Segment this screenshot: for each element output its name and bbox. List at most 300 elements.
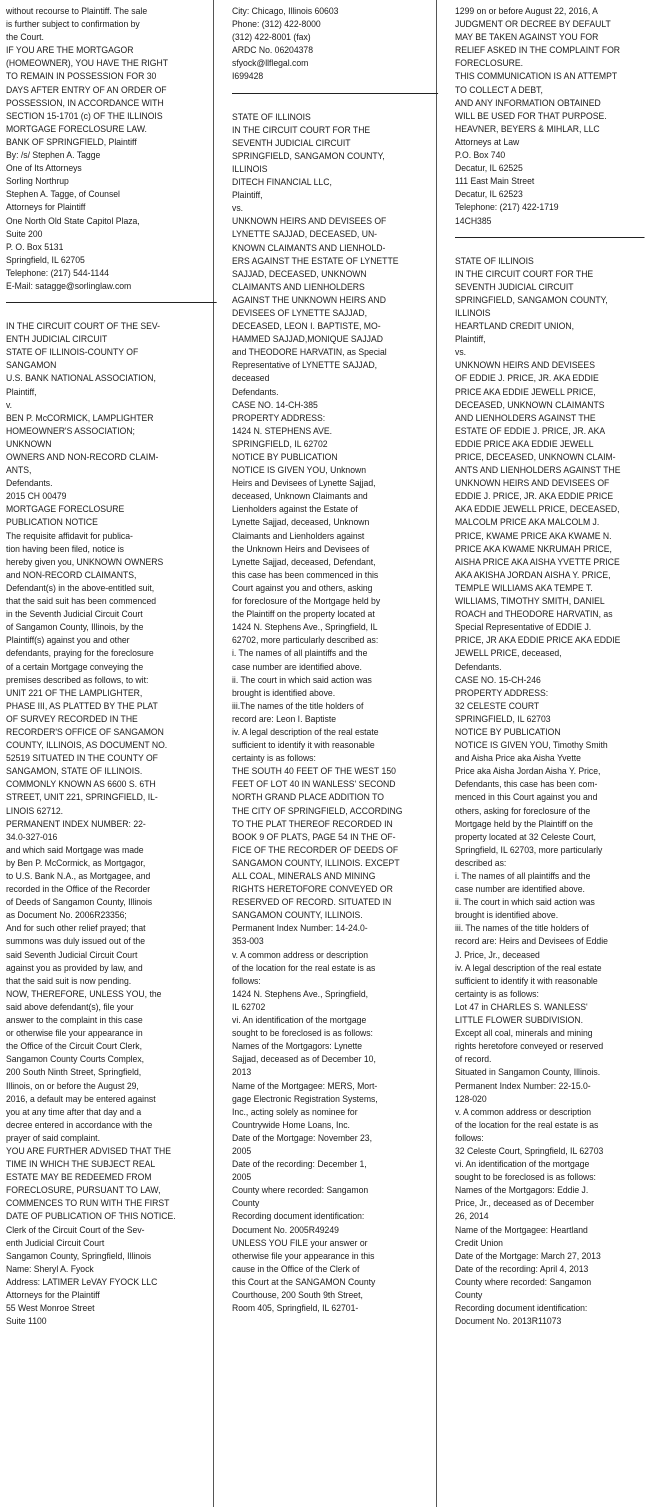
notice-text-line: v. A common address or description [455,1105,591,1117]
notice-text-line: Claimants and Lienholders against [232,529,365,541]
notice-text-line: SANGAMON COUNTY, ILLINOIS. EXCEPT [232,856,400,868]
notice-text-line: ENTH JUDICIAL CIRCUIT [6,333,108,345]
notice-text-line: ERS AGAINST THE ESTATE OF LYNETTE [232,254,399,266]
notice-text-line: COUNTY, ILLINOIS, AS DOCUMENT NO. [6,739,168,751]
notice-text-line: OWNERS AND NON-RECORD CLAIM- [6,451,159,462]
notice-text-line: or otherwise file your appearance in [6,1027,143,1039]
notice-text-line: rights heretofore conveyed or reserved [455,1040,604,1052]
notice-text-line: the Unknown Heirs and Devisees of [232,542,370,554]
notice-text-line: AKA EDDIE JEWELL PRICE, DECEASED, [455,503,620,515]
notice-text-line: sought to be foreclosed is as follows: [232,1027,373,1039]
notice-text-line: Phone: (312) 422-8000 [232,18,321,30]
notice-text-line: Defendants, this case has been com- [455,778,598,790]
notice-text-line: CASE NO. 14-CH-385 [232,398,318,410]
notice-text-line: SPRINGFIELD, IL 62703 [455,712,551,724]
notice-text-line: 1299 on or before August 22, 2016, A [455,5,598,16]
notice-text-line: ii. The court in which said action was [232,673,372,685]
notice-text-line: CLAIMANTS AND LIENHOLDERS [232,280,365,292]
notice-text-line: said above defendant(s), file your [6,1000,134,1012]
notice-text-line: deceased [232,372,270,384]
notice-text-line: ILLINOIS [232,162,268,174]
notice-text-line: recorded in the Office of the Recorder [6,883,151,895]
notice-text-line: TO REMAIN IN POSSESSION FOR 30 [6,70,157,82]
notice-text-line: vi. An identification of the mortgage [232,1014,367,1026]
notice-text-line: IL 62702 [232,1000,266,1012]
notice-text-line: AISHA PRICE AKA AISHA YVETTE PRICE [455,555,620,567]
notice-text-line: OF SURVEY RECORDED IN THE [6,712,138,724]
notice-text-line: Address: LATIMER LeVAY FYOCK LLC [6,1275,158,1287]
notice-text-line: sought to be foreclosed is as follows: [455,1171,596,1183]
notice-text-line: NOTICE IS GIVEN YOU, Timothy Smith [455,739,608,751]
notice-text-line: property located at 32 Celeste Court, [455,830,596,842]
notice-text-line: certainty is as follows: [455,987,539,999]
notice-text-line: COMMENCES TO RUN WITH THE FIRST [6,1197,170,1209]
notice-text-line: hereby given you, UNKNOWN OWNERS [6,555,164,567]
notice-text-line: P.O. Box 740 [455,149,506,161]
notice-text-line: of a certain Mortgage conveying the [6,660,144,672]
notice-text-line: Plaintiff, [6,385,37,397]
notice-text-line: THIS COMMUNICATION IS AN ATTEMPT [455,70,618,82]
notice-text-line: 34.0-327-016 [6,830,58,842]
notice-text-line: iv. A legal description of the real estate [455,961,602,973]
notice-text-line: 2013 [232,1066,252,1078]
notice-text-line: TEMPLE WILLIAMS AKA TEMPE T. [455,581,593,593]
notice-text-line: 62702, more particularly described as: [232,634,379,646]
notice-text-line: Courthouse, 200 South 9th Street, [232,1289,363,1300]
notice-text-line: Sajjad, deceased as of December 10, [232,1053,376,1065]
notice-text-line: 128-020 [455,1092,487,1104]
notice-text-line: case number are identified above. [232,660,362,672]
notice-text-line: Defendant(s) in the above-entitled suit, [6,581,155,593]
notice-text-line: UNIT 221 OF THE LAMPLIGHTER, [6,686,143,698]
notice-text-line: KNOWN CLAIMANTS AND LIENHOLD- [232,241,386,253]
notice-text-line: Name: Sheryl A. Fyock [6,1262,94,1274]
notice-text-line: iv. A legal description of the real estate [232,725,379,737]
notice-text-line: SPRINGFIELD, IL 62702 [232,437,328,449]
notice-text-line: Suite 200 [6,227,43,239]
notice-text-line: THE CITY OF SPRINGFIELD, ACCORDING [232,804,403,816]
text-column-2 [232,4,438,1314]
notice-text-line: (HOMEOWNER), YOU HAVE THE RIGHT [6,57,168,69]
notice-text-line: AKA AKISHA JORDAN AISHA Y. PRICE, [455,568,611,580]
notice-text-line: you at any time after that day and a [6,1105,142,1117]
notice-text-line: PRICE AKA EDDIE JEWELL PRICE, [455,385,596,397]
notice-text-line: without recourse to Plaintiff. The sale [6,5,148,16]
notice-text-line: 111 East Main Street [455,175,535,187]
notice-text-line: SPRINGFIELD, SANGAMON COUNTY, [232,149,385,161]
notice-text-line: certainty is as follows: [232,752,316,764]
notice-text-line: the Office of the Circuit Court Clerk, [6,1040,142,1052]
notice-text-line: 52519 SITUATED IN THE COUNTY OF [6,752,158,764]
notice-text-line: PRICE AKA KWAME NKRUMAH PRICE, [455,542,612,554]
notice-text-line: Defendants. [455,660,502,672]
notice-text-line: Names of the Mortgagors: Eddie J. [455,1184,589,1196]
notice-text-line: Suite 1100 [6,1315,47,1327]
notice-text-line: iii.The names of the title holders of [232,699,364,711]
notice-text-line: UNKNOWN [6,437,52,449]
notice-text-line: is further subject to confirmation by [6,18,140,30]
notice-text-line: Special Representative of EDDIE J. [455,621,592,633]
notice-text-line: premises described as follows, to wit: [6,673,149,685]
notice-text-line: ARDC No. 06204378 [232,44,314,56]
notice-text-line: Springfield, IL 62703, more particularly [455,843,603,855]
notice-text-line: ILLINOIS [455,306,491,318]
notice-text-line: AND LIENHOLDERS AGAINST THE [455,411,596,423]
notice-text-line: record are: Heirs and Devisees of Eddie [455,935,608,947]
notice-text-line: Lot 47 in CHARLES S. WANLESS' [455,1000,588,1012]
notice-text-line: of the location for the real estate is as [455,1118,599,1130]
notice-text-line: FORECLOSURE. [455,57,524,69]
notice-text-line: DAYS AFTER ENTRY OF AN ORDER OF [6,83,167,95]
notice-text-line: LYNETTE SAJJAD, DECEASED, UN- [232,228,378,240]
notice-text-line: THE SOUTH 40 FEET OF THE WEST 150 [232,765,396,777]
notice-text-line: Permanent Index Number: 14-24.0- [232,922,368,934]
notice-text-line: Decatur, IL 62525 [455,162,523,174]
notice-text-line: SAJJAD, DECEASED, UNKNOWN [232,267,367,279]
notice-text-line: SANGAMON COUNTY, ILLINOIS. [232,909,363,921]
notice-text-line: 2005 [232,1171,252,1183]
notice-text-line: and which said Mortgage was made [6,843,144,855]
notice-text-line: deceased, Unknown Claimants and [232,490,368,502]
notice-text-line: E-Mail: satagge@sorlinglaw.com [6,279,132,291]
notice-text-line: enth Judicial Circuit Court [6,1236,105,1248]
notice-text-line: to U.S. Bank N.A., as Mortgagee, and [6,870,151,881]
notice-text-line: NOTICE BY PUBLICATION [455,725,561,737]
notice-text-line: County where recorded: Sangamon [232,1184,369,1196]
notice-text-line: Telephone: (217) 422-1719 [455,201,559,213]
notice-text-line: STREET, UNIT 221, SPRINGFIELD, IL- [6,791,158,803]
notice-text-line: Recording document identification: [232,1210,365,1222]
notice-text-line: described as: [455,856,507,868]
notice-text-line: By: /s/ Stephen A. Tagge [6,149,101,161]
notice-text-line: the Court. [6,31,44,43]
notice-text-line: JUDGMENT OR DECREE BY DEFAULT [455,18,611,30]
notice-text-line: BOOK 9 OF PLATS, PAGE 54 IN THE OF- [232,830,396,842]
notice-text-line: vi. An identification of the mortgage [455,1158,590,1170]
notice-text-line: follows: [232,974,261,986]
notice-text-line: Decatur, IL 62523 [455,188,523,200]
notice-text-line: Attorneys for Plaintiff [6,201,86,213]
notice-text-line: Name of the Mortgagee: MERS, Mort- [232,1079,378,1091]
notice-text-line: CASE NO. 15-CH-246 [455,673,541,685]
notice-text-line: UNKNOWN HEIRS AND DEVISEES OF [455,477,610,489]
notice-text-line: defendants, praying for the foreclosure [6,647,154,659]
notice-text-line: YOU ARE FURTHER ADVISED THAT THE [6,1144,172,1156]
notice-text-line: of Sangamon County, Illinois, by the [6,621,144,633]
notice-text-line: Names of the Mortgagors: Lynette [232,1040,363,1052]
notice-text-line: Lienholders against the Estate of [232,503,358,515]
notice-text-line: P. O. Box 5131 [6,240,64,252]
notice-text-line: Price aka Aisha Jordan Aisha Y. Price, [455,765,601,777]
notice-text-line: Sorling Northrup [6,175,69,187]
notice-text-line: RECORDER'S OFFICE OF SANGAMON [6,725,164,737]
notice-text-line: The requisite affidavit for publica- [6,529,133,541]
notice-text-line: ALL COAL, MINERALS AND MINING [232,870,376,881]
notice-text-line: FICE OF THE RECORDER OF DEEDS OF [232,843,399,855]
notice-text-line: v. A common address or description [232,948,368,960]
notice-text-line: Credit Union [455,1236,503,1248]
notice-text-line: that the said suit has been commenced [6,595,157,607]
notice-text-line: UNKNOWN HEIRS AND DEVISEES [455,359,595,371]
notice-text-line: I699428 [232,70,264,82]
notice-text-line: vs. [455,346,467,358]
notice-text-line: 353-003 [232,935,264,947]
notice-text-line: this case has been commenced in this [232,568,379,580]
notice-text-line: STATE OF ILLINOIS [455,254,534,266]
notice-text-line: otherwise file your appearance in this [232,1249,375,1261]
notice-text-line: Plaintiff, [455,333,486,345]
notice-text-line: TO COLLECT A DEBT, [455,83,543,95]
notice-text-line: One of Its Attorneys [6,162,82,174]
notice-text-line: UNKNOWN HEIRS AND DEVISEES OF [232,215,387,227]
notice-text-line: HOMEOWNER'S ASSOCIATION; [6,424,135,436]
notice-text-line: STATE OF ILLINOIS-COUNTY OF [6,346,139,358]
notice-text-line: answer to the complaint in this case [6,1014,143,1026]
notice-text-line: 1424 N. Stephens Ave., Springfield, [232,987,369,999]
notice-text-line: And for such other relief prayed; that [6,922,146,934]
notice-text-line: DECEASED, LEON I. BAPTISTE, MO- [232,320,381,332]
notice-text-line: DITECH FINANCIAL LLC, [232,176,332,188]
notice-text-line: One North Old State Capitol Plaza, [6,214,140,226]
notice-text-line: sufficient to identify it with reasonable [232,739,375,751]
notice-text-line: POSSESSION, IN ACCORDANCE WITH [6,96,164,108]
notice-text-line: IN THE CIRCUIT COURT FOR THE [232,123,371,135]
notice-text-line: of the location for the real estate is as [232,961,376,973]
notice-text-line: SPRINGFIELD, SANGAMON COUNTY, [455,293,608,305]
notice-text-line: Illinois, on or before the August 29, [6,1079,139,1091]
notice-text-line: i. The names of all plaintiffs and the [455,870,591,881]
notice-text-line: 1424 N. Stephens Ave., Springfield, IL [232,621,378,633]
notice-text-line: Date of the recording: December 1, [232,1158,367,1170]
notice-text-line: IN THE CIRCUIT COURT FOR THE [455,267,594,279]
notice-text-line: the Plaintiff on the property located at [232,608,375,620]
notice-text-line: Permanent Index Number: 22-15.0- [455,1079,591,1091]
notice-text-line: Sangamon County Courts Complex, [6,1053,145,1065]
notice-text-line: LITTLE FLOWER SUBDIVISION. [455,1014,583,1026]
notice-text-line: EDDIE J. PRICE, JR. AKA EDDIE PRICE [455,490,614,502]
notice-text-line: 32 CELESTE COURT [455,699,540,711]
notice-text-line: RIGHTS HERETOFORE CONVEYED OR [232,883,393,895]
notice-text-line: HEAVNER, BEYERS & MIHLAR, LLC [455,122,600,134]
notice-text-line: DECEASED, UNKNOWN CLAIMANTS [455,398,605,410]
notice-text-line: Attorneys for the Plaintiff [6,1289,100,1300]
notice-text-line: ANTS, [6,464,32,476]
notice-text-line: BEN P. McCORMICK, LAMPLIGHTER [6,411,154,423]
notice-text-line: County [455,1289,483,1300]
notice-text-line: record are: Leon I. Baptiste [232,712,337,724]
text-column-3 [455,4,645,1327]
notice-separator-rule [6,302,217,303]
notice-text-line: PERMANENT INDEX NUMBER: 22- [6,817,146,829]
notice-text-line: others, asking for foreclosure of the [455,804,591,816]
notice-text-line: Inc., acting solely as nominee for [232,1105,358,1117]
notice-text-line: OF EDDIE J. PRICE, JR. AKA EDDIE [455,372,599,384]
notice-text-line: NORTH GRAND PLACE ADDITION TO [232,791,384,803]
notice-text-line: 200 South Ninth Street, Springfield, [6,1066,142,1078]
notice-text-line: MORTGAGE FORECLOSURE LAW. [6,122,147,134]
notice-text-line: LINOIS 62712. [6,804,64,816]
notice-text-line: COMMONLY KNOWN AS 6600 S. 6TH [6,778,156,790]
notice-text-line: follows: [455,1131,484,1143]
notice-text-line: NOW, THEREFORE, UNLESS YOU, the [6,987,162,999]
notice-text-line: Representative of LYNETTE SAJJAD, [232,359,378,371]
notice-text-line: Heirs and Devisees of Lynette Sajjad, [232,477,376,489]
notice-text-line: Springfield, IL 62705 [6,253,85,265]
notice-text-line: PRICE, JR AKA EDDIE PRICE AKA EDDIE [455,634,621,646]
notice-text-line: Sangamon County, Springfield, Illinois [6,1249,152,1261]
notice-text-line: Telephone: (217) 544-1144 [6,266,109,278]
notice-text-line: Lynette Sajjad, deceased, Unknown [232,516,370,528]
notice-text-line: Price, Jr., deceased as of December [455,1197,595,1209]
notice-text-line: MAY BE TAKEN AGAINST YOU FOR [455,31,599,43]
notice-text-line: this Court at the SANGAMON County [232,1275,376,1287]
notice-text-line: menced in this Court against you and [455,791,598,803]
notice-text-line: v. [6,398,13,410]
notice-text-line: RESERVED OF RECORD. SITUATED IN [232,896,392,908]
notice-text-line: gage Electronic Registration Systems, [232,1092,378,1104]
notice-text-line: for foreclosure of the Mortgage held by [232,595,381,607]
notice-text-line: BANK OF SPRINGFIELD, Plaintiff [6,135,137,147]
notice-text-line: and Aisha Price aka Aisha Yvette [455,752,581,764]
notice-text-line: PRICE, KWAME PRICE AKA KWAME N. [455,529,612,541]
notice-text-line: Except all coal, minerals and mining [455,1027,593,1039]
notice-text-line: 32 Celeste Court, Springfield, IL 62703 [455,1144,604,1156]
notice-text-line: WILL BE USED FOR THAT PURPOSE. [455,109,607,121]
notice-text-line: Document No. 2005R49249 [232,1223,339,1235]
notice-text-line: AGAINST THE UNKNOWN HEIRS AND [232,293,386,305]
notice-text-line: Stephen A. Tagge, of Counsel [6,188,120,200]
notice-text-line: summons was duly issued out of the [6,935,146,947]
notice-text-line: Name of the Mortgagee: Heartland [455,1223,588,1235]
notice-text-line: J. Price, Jr., deceased [455,948,540,960]
notice-text-line: NOTICE BY PUBLICATION [232,451,338,462]
notice-text-line: Date of the recording: April 4, 2013 [455,1262,589,1274]
notice-text-line: Recording document identification: [455,1302,588,1314]
notice-text-line: case number are identified above. [455,883,585,895]
notice-text-line: Document No. 2013R11073 [455,1315,562,1327]
notice-text-line: Clerk of the Circuit Court of the Sev- [6,1223,145,1235]
notice-text-line: Plaintiff, [232,189,263,201]
notice-text-line: HEARTLAND CREDIT UNION, [455,320,575,332]
notice-text-line: against you as provided by law, and [6,961,143,973]
notice-text-line: PROPERTY ADDRESS: [232,411,326,423]
notice-text-line: PHASE III, AS PLATTED BY THE PLAT [6,699,158,711]
notice-text-line: STATE OF ILLINOIS [232,110,311,122]
notice-text-line: MORTGAGE FORECLOSURE [6,503,125,515]
notice-text-line: Lynette Sajjad, deceased, Defendant, [232,555,376,567]
notice-text-line: SEVENTH JUDICIAL CIRCUIT [232,136,351,148]
notice-text-line: SEVENTH JUDICIAL CIRCUIT [455,280,574,292]
notice-text-line: PROPERTY ADDRESS: [455,686,549,698]
notice-text-line: brought is identified above. [232,686,336,698]
notice-separator-rule [232,93,438,94]
notice-text-line: County [232,1197,260,1209]
notice-text-line: UNLESS YOU FILE your answer or [232,1236,368,1248]
notice-text-line: Date of the Mortgage: November 23, [232,1131,372,1143]
notice-text-line: DATE OF PUBLICATION OF THIS NOTICE. [6,1210,176,1222]
notice-text-line: ANTS AND LIENHOLDERS AGAINST THE [455,464,621,476]
notice-text-line: IF YOU ARE THE MORTGAGOR [6,44,134,56]
notice-text-line: of Deeds of Sangamon County, Illinois [6,896,153,908]
notice-text-line: 14CH385 [455,214,492,226]
notice-text-line: DEVISEES OF LYNETTE SAJJAD, [232,306,368,318]
notice-text-line: Date of the Mortgage: March 27, 2013 [455,1249,601,1261]
notice-text-line: by Ben P. McCormick, as Mortgagor, [6,856,146,868]
notice-text-line: 26, 2014 [455,1210,489,1222]
notice-text-line: FORECLOSURE, PURSUANT TO LAW, [6,1184,161,1196]
notice-text-line: TO THE PLAT THEREOF RECORDED IN [232,817,393,829]
notice-text-line: i. The names of all plaintiffs and the [232,647,368,659]
notice-text-line: ESTATE OF EDDIE J. PRICE, JR. AKA [455,424,606,436]
notice-text-line: said Seventh Judicial Circuit Court [6,948,138,960]
notice-text-line: sfyock@llflegal.com [232,57,309,69]
notice-text-line: 55 West Monroe Street [6,1302,95,1314]
notice-text-line: SECTION 15-1701 (c) OF THE ILLINOIS [6,109,163,121]
notice-text-line: that the said suit is now pending. [6,974,132,986]
notice-text-line: ROACH and THEODORE HARVATIN, as [455,608,613,620]
notice-text-line: and NON-RECORD CLAIMANTS, [6,568,137,580]
notice-text-line: SANGAMON, STATE OF ILLINOIS. [6,765,143,777]
notice-text-line: 1424 N. STEPHENS AVE. [232,424,333,436]
notice-text-line: PRICE, DECEASED, UNKNOWN CLAIM- [455,451,616,462]
notice-text-line: RELIEF ASKED IN THE COMPLAINT FOR [455,44,621,56]
notice-text-line: iii. The names of the title holders of [455,922,589,934]
notice-text-line: U.S. BANK NATIONAL ASSOCIATION, [6,372,156,384]
notice-text-line: FEET OF LOT 40 IN WANLESS' SECOND [232,778,396,790]
notice-text-line: as Document No. 2006R23356; [6,909,127,921]
notice-text-line: AND ANY INFORMATION OBTAINED [455,96,601,108]
notice-text-line: Situated in Sangamon County, Illinois. [455,1066,601,1078]
notice-text-line: of record. [455,1053,492,1065]
notice-text-line: JEWELL PRICE, deceased, [455,647,562,659]
notice-text-line: Mortgage held by the Plaintiff on the [455,817,593,829]
notice-text-line: City: Chicago, Illinois 60603 [232,5,339,16]
notice-text-line: in the Seventh Judicial Circuit Court [6,608,143,620]
notice-text-line: (312) 422-8001 (fax) [232,31,311,43]
notice-text-line: TIME IN WHICH THE SUBJECT REAL [6,1158,156,1170]
notice-text-line: SANGAMON [6,359,57,371]
notice-text-line: sufficient to identify it with reasonable [455,974,598,986]
notice-text-line: and THEODORE HARVATIN, as Special [232,346,387,358]
notice-text-line: Countrywide Home Loans, Inc. [232,1118,350,1130]
notice-text-line: Room 405, Springfield, IL 62701- [232,1302,359,1314]
notice-text-line: 2005 [232,1144,252,1156]
notice-text-line: PUBLICATION NOTICE [6,516,98,528]
notice-text-line: ESTATE MAY BE REDEEMED FROM [6,1171,152,1183]
notice-text-line: vs. [232,202,244,214]
notice-text-line: cause in the Office of the Clerk of [232,1262,360,1274]
notice-text-line: IN THE CIRCUIT COURT OF THE SEV- [6,320,160,332]
notice-text-line: County where recorded: Sangamon [455,1275,592,1287]
text-column-1 [6,4,217,1327]
notice-text-line: Attorneys at Law [455,135,520,147]
notice-text-line: EDDIE PRICE AKA EDDIE JEWELL [455,437,594,449]
notice-text-line: Defendants. [6,477,53,489]
notice-text-line: 2015 CH 00479 [6,490,67,502]
notice-text-line: WILLIAMS, TIMOTHY SMITH, DANIEL [455,595,605,607]
notice-text-line: tion having been filed, notice is [6,542,124,554]
notice-text-line: prayer of said complaint. [6,1131,100,1143]
notice-text-line: NOTICE IS GIVEN YOU, Unknown [232,464,367,476]
notice-text-line: Court against you and others, asking [232,581,373,593]
notice-text-line: MALCOLM PRICE AKA MALCOLM J. [455,516,600,528]
notice-text-line: decree entered in accordance with the [6,1118,153,1130]
notice-text-line: HAMMED SAJJAD,MONIQUE SAJJAD [232,333,383,345]
notice-text-line: Plaintiff(s) against you and other [6,634,130,646]
notice-text-line: Defendants. [232,385,279,397]
notice-text-line: ii. The court in which said action was [455,896,595,908]
notice-separator-rule [455,237,645,238]
